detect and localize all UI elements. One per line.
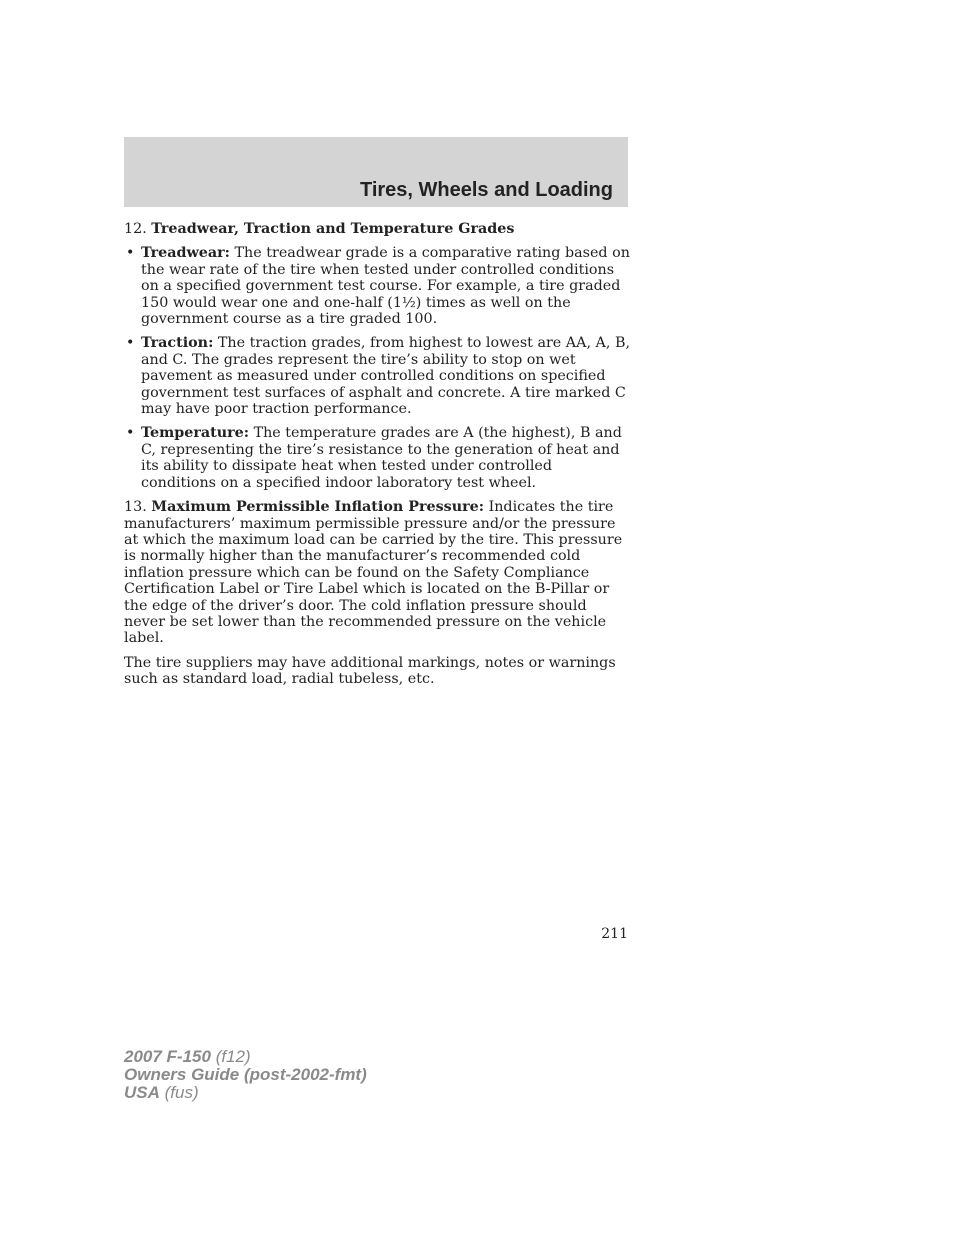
section-13-title: Maximum Permissible Inflation Pressure: [151, 499, 485, 516]
section-header-band [124, 137, 628, 207]
section-12-heading [124, 221, 630, 237]
bullet-icon: • [126, 335, 135, 352]
footer-line-3 [124, 1084, 367, 1102]
page-number: 211 [601, 926, 628, 942]
bullet-icon: • [126, 245, 135, 262]
bullet-term: Treadwear: [141, 245, 230, 262]
grades-list [124, 245, 630, 491]
footer-line-2 [124, 1066, 367, 1084]
section-12-number: 12. [124, 221, 147, 237]
bullet-text: The temperature grades are A (the highest), B and C, representing the tire’s resistance to the generation of heat and its ability to dissipate heat when tested under controlled conditions on a specified indoor laboratory test wheel. [141, 425, 622, 491]
footer-model: 2007 F-150 [124, 1047, 211, 1066]
footer-guide-name: Owners Guide (post-2002-fmt) [124, 1065, 367, 1084]
bullet-text: The treadwear grade is a comparative rating based on the wear rate of the tire when tested under controlled conditions on a specified government test course. For example, a tire graded 150 would wear one and one-half (1½) times as well on the government course as a tire graded 100. [141, 245, 630, 328]
footer-market-code: (fus) [164, 1083, 199, 1102]
bullet-term: Traction: [141, 335, 214, 352]
section-13-number: 13. [124, 499, 147, 516]
footer-model-code: (f12) [215, 1047, 251, 1066]
bullet-text: The traction grades, from highest to lowest are AA, A, B, and C. The grades represent the tire’s ability to stop on wet pavement as measured under controlled conditions on specified government test surfaces of asphalt and concrete. A tire marked C may have poor traction performance. [141, 335, 631, 418]
section-13-paragraph [124, 499, 630, 647]
page-content [124, 221, 630, 696]
list-item [124, 335, 630, 417]
bullet-icon: • [126, 425, 135, 442]
bullet-term: Temperature: [141, 425, 250, 442]
section-13-text: Indicates the tire manufacturers’ maximum permissible pressure and/or the pressure at which the maximum load can be carried by the tire. This pressure is normally higher than the manufacturer’s recommended cold inflation pressure which can be found on the Safety Compliance Certification Label or Tire Label which is located on the B-Pillar or the edge of the driver’s door. The cold inflation pressure should never be set lower than the recommended pressure on the vehicle label. [124, 499, 623, 647]
footer-market: USA [124, 1083, 160, 1102]
list-item [124, 245, 630, 327]
footer-line-1 [124, 1048, 367, 1066]
footer-publication-info [124, 1048, 367, 1102]
list-item [124, 425, 630, 491]
section-title: Tires, Wheels and Loading [359, 179, 613, 201]
closing-paragraph: The tire suppliers may have additional markings, notes or warnings such as standard load, radial tubeless, etc. [124, 654, 616, 688]
section-12-title: Treadwear, Traction and Temperature Grades [151, 221, 515, 237]
